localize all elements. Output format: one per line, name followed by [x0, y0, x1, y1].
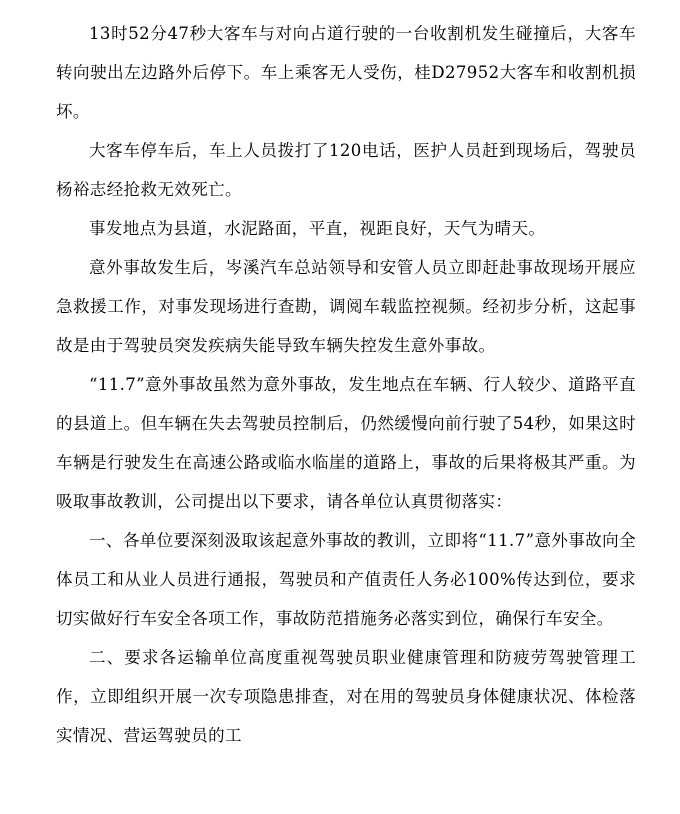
- paragraph-6: 一、各单位要深刻汲取该起意外事故的教训，立即将“11.7”意外事故向全体员工和从业人员进行通报，驾驶员和产值责任人务必100%传达到位，要求切实做好行车安全各项工作，事故防范措施务必落实到位，确保行车安全。: [56, 531, 636, 628]
- paragraph-1: 13时52分47秒大客车与对向占道行驶的一台收割机发生碰撞后，大客车转向驶出左边路外后停下。车上乘客无人受伤，桂D27952大客车和收割机损坏。: [56, 24, 636, 121]
- paragraph-4: 意外事故发生后，岑溪汽车总站领导和安管人员立即赶赴事故现场开展应急救援工作，对事发现场进行查勘，调阅车载监控视频。经初步分析，这起事故是由于驾驶员突发疾病失能导致车辆失控发生意外事故。: [56, 258, 636, 355]
- paragraph-3: 事发地点为县道，水泥路面，平直，视距良好，天气为晴天。: [89, 219, 546, 238]
- paragraph-2: 大客车停车后，车上人员拨打了120电话，医护人员赶到现场后，驾驶员杨裕志经抢救无效死亡。: [56, 141, 636, 199]
- document-body: [56, 14, 636, 755]
- paragraph-5: “11.7”意外事故虽然为意外事故，发生地点在车辆、行人较少、道路平直的县道上。但车辆在失去驾驶员控制后，仍然缓慢向前行驶了54秒，如果这时车辆是行驶发生在高速公路或临水临崖的道路上，事故的后果将极其严重。为吸取事故教训，公司提出以下要求，请各单位认真贯彻落实：: [56, 375, 636, 511]
- paragraph-7: 二、要求各运输单位高度重视驾驶员职业健康管理和防疲劳驾驶管理工作，立即组织开展一次专项隐患排查，对在用的驾驶员身体健康状况、体检落实情况、营运驾驶员的工: [56, 648, 636, 745]
